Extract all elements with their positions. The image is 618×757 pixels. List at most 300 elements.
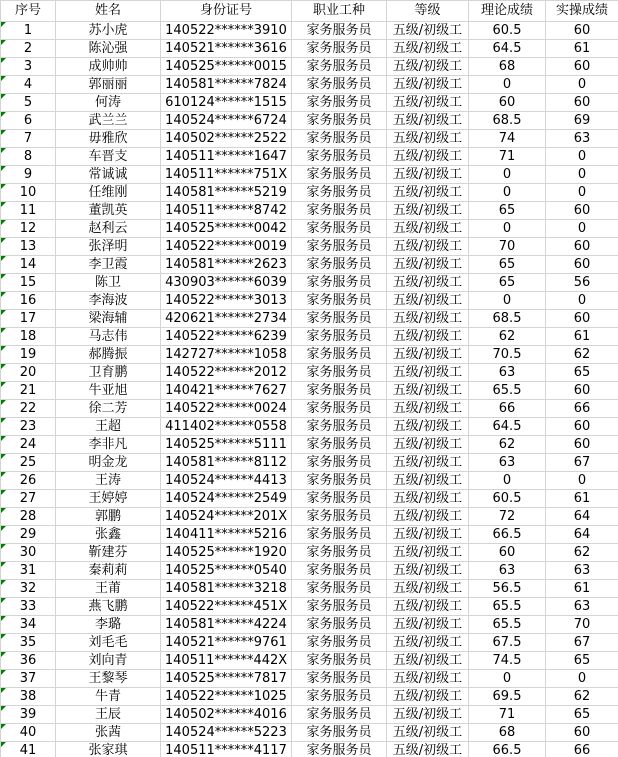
- cell-id[interactable]: [161, 670, 292, 688]
- cell-id[interactable]: [161, 40, 292, 58]
- cell-seq[interactable]: [1, 436, 56, 454]
- cell-seq[interactable]: [1, 184, 56, 202]
- cell-id[interactable]: [161, 562, 292, 580]
- cell-name[interactable]: [56, 274, 161, 292]
- cell-name[interactable]: [56, 400, 161, 418]
- cell-practical[interactable]: [546, 634, 618, 652]
- cell-level[interactable]: [387, 112, 469, 130]
- cell-practical[interactable]: [546, 724, 618, 742]
- cell-level[interactable]: [387, 508, 469, 526]
- cell-name[interactable]: [56, 598, 161, 616]
- cell-name[interactable]: [56, 634, 161, 652]
- cell-id[interactable]: [161, 652, 292, 670]
- cell-job[interactable]: [292, 490, 387, 508]
- cell-name[interactable]: [56, 148, 161, 166]
- cell-theory[interactable]: [469, 40, 546, 58]
- cell-theory[interactable]: [469, 292, 546, 310]
- cell-practical[interactable]: [546, 472, 618, 490]
- cell-level[interactable]: [387, 562, 469, 580]
- cell-practical[interactable]: [546, 544, 618, 562]
- cell-seq[interactable]: [1, 526, 56, 544]
- cell-practical[interactable]: [546, 436, 618, 454]
- cell-name[interactable]: [56, 292, 161, 310]
- cell-name[interactable]: [56, 562, 161, 580]
- cell-name[interactable]: [56, 616, 161, 634]
- cell-name[interactable]: [56, 508, 161, 526]
- cell-name[interactable]: [56, 526, 161, 544]
- cell-id[interactable]: [161, 112, 292, 130]
- cell-name[interactable]: [56, 238, 161, 256]
- cell-id[interactable]: [161, 58, 292, 76]
- cell-level[interactable]: [387, 580, 469, 598]
- cell-id[interactable]: [161, 238, 292, 256]
- cell-practical[interactable]: [546, 58, 618, 76]
- cell-id[interactable]: [161, 598, 292, 616]
- cell-theory[interactable]: [469, 688, 546, 706]
- cell-text: 61: [573, 581, 591, 596]
- cell-text: 五级/初级工: [392, 419, 463, 434]
- cell-job[interactable]: [292, 562, 387, 580]
- cell-theory[interactable]: [469, 652, 546, 670]
- cell-level[interactable]: [387, 490, 469, 508]
- cell-job[interactable]: [292, 364, 387, 382]
- cell-job[interactable]: [292, 418, 387, 436]
- cell-theory[interactable]: [469, 94, 546, 112]
- cell-job[interactable]: [292, 688, 387, 706]
- cell-id[interactable]: [161, 130, 292, 148]
- cell-job[interactable]: [292, 544, 387, 562]
- cell-level[interactable]: [387, 94, 469, 112]
- cell-job[interactable]: [292, 598, 387, 616]
- cell-name[interactable]: [56, 544, 161, 562]
- cell-practical[interactable]: [546, 256, 618, 274]
- cell-id[interactable]: [161, 724, 292, 742]
- cell-theory[interactable]: [469, 436, 546, 454]
- cell-theory[interactable]: [469, 22, 546, 40]
- cell-seq[interactable]: [1, 274, 56, 292]
- cell-practical[interactable]: [546, 328, 618, 346]
- cell-theory[interactable]: [469, 202, 546, 220]
- cell-practical[interactable]: [546, 76, 618, 94]
- cell-practical[interactable]: [546, 526, 618, 544]
- cell-name[interactable]: [56, 346, 161, 364]
- cell-practical[interactable]: [546, 94, 618, 112]
- cell-seq[interactable]: [1, 598, 56, 616]
- cell-level[interactable]: [387, 274, 469, 292]
- cell-id[interactable]: [161, 634, 292, 652]
- cell-id[interactable]: [161, 292, 292, 310]
- cell-name[interactable]: [56, 112, 161, 130]
- cell-practical[interactable]: [546, 400, 618, 418]
- cell-theory[interactable]: [469, 454, 546, 472]
- cell-job[interactable]: [292, 616, 387, 634]
- cell-theory[interactable]: [469, 76, 546, 94]
- cell-id[interactable]: [161, 184, 292, 202]
- cell-text: 7: [23, 131, 33, 146]
- cell-text: 60: [573, 239, 591, 254]
- cell-job[interactable]: [292, 346, 387, 364]
- cell-id[interactable]: [161, 418, 292, 436]
- cell-theory[interactable]: [469, 724, 546, 742]
- cell-seq[interactable]: [1, 166, 56, 184]
- header-id[interactable]: 身份证号: [161, 1, 292, 22]
- cell-practical[interactable]: [546, 202, 618, 220]
- cell-practical[interactable]: [546, 382, 618, 400]
- cell-practical[interactable]: [546, 598, 618, 616]
- cell-id[interactable]: [161, 742, 292, 757]
- cell-job[interactable]: [292, 58, 387, 76]
- cell-name[interactable]: [56, 76, 161, 94]
- cell-practical[interactable]: [546, 22, 618, 40]
- cell-name[interactable]: [56, 184, 161, 202]
- cell-id[interactable]: [161, 526, 292, 544]
- cell-name[interactable]: [56, 436, 161, 454]
- cell-seq[interactable]: [1, 364, 56, 382]
- cell-id[interactable]: [161, 202, 292, 220]
- cell-seq[interactable]: [1, 40, 56, 58]
- cell-seq[interactable]: [1, 706, 56, 724]
- cell-seq[interactable]: [1, 112, 56, 130]
- cell-practical[interactable]: [546, 166, 618, 184]
- cell-theory[interactable]: [469, 400, 546, 418]
- cell-practical[interactable]: [546, 490, 618, 508]
- cell-level[interactable]: [387, 616, 469, 634]
- cell-job[interactable]: [292, 112, 387, 130]
- cell-practical[interactable]: [546, 310, 618, 328]
- cell-id[interactable]: [161, 544, 292, 562]
- cell-name[interactable]: [56, 454, 161, 472]
- cell-name[interactable]: [56, 724, 161, 742]
- cell-level[interactable]: [387, 706, 469, 724]
- cell-theory[interactable]: [469, 670, 546, 688]
- cell-practical[interactable]: [546, 346, 618, 364]
- cell-name[interactable]: [56, 688, 161, 706]
- cell-theory[interactable]: [469, 490, 546, 508]
- cell-seq[interactable]: [1, 634, 56, 652]
- cell-seq[interactable]: [1, 670, 56, 688]
- cell-theory[interactable]: [469, 328, 546, 346]
- cell-job[interactable]: [292, 94, 387, 112]
- cell-id[interactable]: [161, 490, 292, 508]
- cell-id[interactable]: [161, 382, 292, 400]
- cell-job[interactable]: [292, 580, 387, 598]
- cell-level[interactable]: [387, 382, 469, 400]
- cell-theory[interactable]: [469, 184, 546, 202]
- cell-theory[interactable]: [469, 544, 546, 562]
- cell-job[interactable]: [292, 40, 387, 58]
- cell-name[interactable]: [56, 328, 161, 346]
- cell-name[interactable]: [56, 652, 161, 670]
- cell-seq[interactable]: [1, 724, 56, 742]
- cell-id[interactable]: [161, 706, 292, 724]
- cell-seq[interactable]: [1, 310, 56, 328]
- cell-level[interactable]: [387, 220, 469, 238]
- cell-job[interactable]: [292, 526, 387, 544]
- cell-seq[interactable]: [1, 688, 56, 706]
- cell-name[interactable]: [56, 220, 161, 238]
- cell-name[interactable]: [56, 490, 161, 508]
- cell-level[interactable]: [387, 436, 469, 454]
- cell-theory[interactable]: [469, 238, 546, 256]
- cell-id[interactable]: [161, 454, 292, 472]
- cell-job[interactable]: [292, 400, 387, 418]
- cell-id[interactable]: [161, 274, 292, 292]
- cell-practical[interactable]: [546, 184, 618, 202]
- cell-practical[interactable]: [546, 706, 618, 724]
- cell-seq[interactable]: [1, 652, 56, 670]
- cell-theory[interactable]: [469, 472, 546, 490]
- cell-id[interactable]: [161, 76, 292, 94]
- cell-level[interactable]: [387, 58, 469, 76]
- cell-level[interactable]: [387, 472, 469, 490]
- cell-practical[interactable]: [546, 616, 618, 634]
- cell-job[interactable]: [292, 184, 387, 202]
- cell-seq[interactable]: [1, 472, 56, 490]
- cell-seq[interactable]: [1, 580, 56, 598]
- cell-job[interactable]: [292, 706, 387, 724]
- cell-job[interactable]: [292, 220, 387, 238]
- cell-seq[interactable]: [1, 454, 56, 472]
- cell-theory[interactable]: [469, 364, 546, 382]
- cell-job[interactable]: [292, 256, 387, 274]
- cell-id[interactable]: [161, 328, 292, 346]
- cell-seq[interactable]: [1, 490, 56, 508]
- cell-id[interactable]: [161, 472, 292, 490]
- cell-theory[interactable]: [469, 706, 546, 724]
- cell-level[interactable]: [387, 364, 469, 382]
- cell-level[interactable]: [387, 148, 469, 166]
- cell-id[interactable]: [161, 94, 292, 112]
- cell-practical[interactable]: [546, 580, 618, 598]
- header-level[interactable]: 等级: [387, 1, 469, 22]
- cell-theory[interactable]: [469, 130, 546, 148]
- cell-practical[interactable]: [546, 292, 618, 310]
- cell-name[interactable]: [56, 706, 161, 724]
- cell-level[interactable]: [387, 724, 469, 742]
- cell-practical[interactable]: [546, 148, 618, 166]
- cell-job[interactable]: [292, 472, 387, 490]
- cell-theory[interactable]: [469, 346, 546, 364]
- cell-seq[interactable]: [1, 238, 56, 256]
- cell-job[interactable]: [292, 724, 387, 742]
- cell-level[interactable]: [387, 256, 469, 274]
- cell-id[interactable]: [161, 688, 292, 706]
- cell-job[interactable]: [292, 166, 387, 184]
- cell-level[interactable]: [387, 526, 469, 544]
- cell-job[interactable]: [292, 292, 387, 310]
- cell-seq[interactable]: [1, 220, 56, 238]
- cell-level[interactable]: [387, 400, 469, 418]
- cell-seq[interactable]: [1, 400, 56, 418]
- cell-practical[interactable]: [546, 418, 618, 436]
- cell-job[interactable]: [292, 130, 387, 148]
- cell-practical[interactable]: [546, 130, 618, 148]
- cell-id[interactable]: [161, 508, 292, 526]
- cell-seq[interactable]: [1, 256, 56, 274]
- cell-level[interactable]: [387, 634, 469, 652]
- cell-level[interactable]: [387, 238, 469, 256]
- cell-job[interactable]: [292, 508, 387, 526]
- cell-name[interactable]: [56, 472, 161, 490]
- cell-seq[interactable]: [1, 130, 56, 148]
- cell-practical[interactable]: [546, 562, 618, 580]
- cell-practical[interactable]: [546, 274, 618, 292]
- cell-seq[interactable]: [1, 508, 56, 526]
- cell-theory[interactable]: [469, 418, 546, 436]
- cell-seq[interactable]: [1, 562, 56, 580]
- cell-seq[interactable]: [1, 382, 56, 400]
- cell-id[interactable]: [161, 580, 292, 598]
- cell-practical[interactable]: [546, 670, 618, 688]
- cell-name[interactable]: [56, 166, 161, 184]
- cell-level[interactable]: [387, 544, 469, 562]
- cell-job[interactable]: [292, 148, 387, 166]
- cell-job[interactable]: [292, 436, 387, 454]
- cell-practical[interactable]: [546, 238, 618, 256]
- cell-practical[interactable]: [546, 364, 618, 382]
- cell-job[interactable]: [292, 382, 387, 400]
- cell-level[interactable]: [387, 184, 469, 202]
- cell-name[interactable]: [56, 40, 161, 58]
- cell-theory[interactable]: [469, 526, 546, 544]
- cell-id[interactable]: [161, 364, 292, 382]
- cell-seq[interactable]: [1, 418, 56, 436]
- cell-practical[interactable]: [546, 40, 618, 58]
- cell-job[interactable]: [292, 22, 387, 40]
- cell-job[interactable]: [292, 742, 387, 757]
- cell-job[interactable]: [292, 310, 387, 328]
- cell-text: 68.5: [492, 113, 522, 128]
- cell-level[interactable]: [387, 454, 469, 472]
- cell-level[interactable]: [387, 292, 469, 310]
- cell-theory[interactable]: [469, 58, 546, 76]
- cell-theory[interactable]: [469, 166, 546, 184]
- cell-level[interactable]: [387, 328, 469, 346]
- cell-name[interactable]: [56, 22, 161, 40]
- cell-level[interactable]: [387, 742, 469, 757]
- cell-name[interactable]: [56, 742, 161, 757]
- cell-level[interactable]: [387, 598, 469, 616]
- cell-practical[interactable]: [546, 508, 618, 526]
- cell-job[interactable]: [292, 328, 387, 346]
- cell-practical[interactable]: [546, 220, 618, 238]
- cell-theory[interactable]: [469, 112, 546, 130]
- cell-practical[interactable]: [546, 652, 618, 670]
- cell-name[interactable]: [56, 670, 161, 688]
- cell-seq[interactable]: [1, 148, 56, 166]
- cell-id[interactable]: [161, 436, 292, 454]
- cell-level[interactable]: [387, 202, 469, 220]
- cell-theory[interactable]: [469, 598, 546, 616]
- cell-name[interactable]: [56, 310, 161, 328]
- cell-level[interactable]: [387, 76, 469, 94]
- cell-id[interactable]: [161, 148, 292, 166]
- cell-name[interactable]: [56, 130, 161, 148]
- cell-seq[interactable]: [1, 22, 56, 40]
- cell-id[interactable]: [161, 400, 292, 418]
- cell-id[interactable]: [161, 166, 292, 184]
- cell-text: 0: [502, 167, 512, 182]
- cell-theory[interactable]: [469, 148, 546, 166]
- cell-level[interactable]: [387, 688, 469, 706]
- cell-seq[interactable]: [1, 58, 56, 76]
- cell-job[interactable]: [292, 634, 387, 652]
- header-seq[interactable]: 序号: [1, 1, 56, 22]
- cell-level[interactable]: [387, 670, 469, 688]
- cell-job[interactable]: [292, 238, 387, 256]
- cell-level[interactable]: [387, 310, 469, 328]
- cell-seq[interactable]: [1, 346, 56, 364]
- cell-seq[interactable]: [1, 544, 56, 562]
- cell-theory[interactable]: [469, 634, 546, 652]
- cell-theory[interactable]: [469, 382, 546, 400]
- cell-practical[interactable]: [546, 688, 618, 706]
- cell-theory[interactable]: [469, 508, 546, 526]
- header-job[interactable]: 职业工种: [292, 1, 387, 22]
- cell-job[interactable]: [292, 76, 387, 94]
- cell-seq[interactable]: [1, 742, 56, 757]
- cell-seq[interactable]: [1, 292, 56, 310]
- cell-name[interactable]: [56, 382, 161, 400]
- cell-job[interactable]: [292, 274, 387, 292]
- cell-job[interactable]: [292, 202, 387, 220]
- cell-level[interactable]: [387, 418, 469, 436]
- cell-theory[interactable]: [469, 616, 546, 634]
- cell-level[interactable]: [387, 130, 469, 148]
- cell-name[interactable]: [56, 202, 161, 220]
- cell-practical[interactable]: [546, 112, 618, 130]
- cell-practical[interactable]: [546, 742, 618, 757]
- header-name[interactable]: 姓名: [56, 1, 161, 22]
- cell-name[interactable]: [56, 256, 161, 274]
- cell-theory[interactable]: [469, 580, 546, 598]
- cell-name[interactable]: [56, 418, 161, 436]
- cell-level[interactable]: [387, 40, 469, 58]
- cell-seq[interactable]: [1, 202, 56, 220]
- cell-id[interactable]: [161, 220, 292, 238]
- cell-name[interactable]: [56, 94, 161, 112]
- cell-id[interactable]: [161, 256, 292, 274]
- header-practical[interactable]: 实操成绩: [546, 1, 618, 22]
- cell-practical[interactable]: [546, 454, 618, 472]
- cell-seq[interactable]: [1, 94, 56, 112]
- cell-level[interactable]: [387, 652, 469, 670]
- cell-job[interactable]: [292, 652, 387, 670]
- cell-id[interactable]: [161, 346, 292, 364]
- cell-theory[interactable]: [469, 562, 546, 580]
- cell-theory[interactable]: [469, 220, 546, 238]
- cell-job[interactable]: [292, 670, 387, 688]
- cell-level[interactable]: [387, 346, 469, 364]
- cell-id[interactable]: [161, 616, 292, 634]
- cell-theory[interactable]: [469, 310, 546, 328]
- cell-theory[interactable]: [469, 256, 546, 274]
- cell-theory[interactable]: [469, 274, 546, 292]
- cell-theory[interactable]: [469, 742, 546, 757]
- cell-job[interactable]: [292, 454, 387, 472]
- cell-name[interactable]: [56, 58, 161, 76]
- cell-level[interactable]: [387, 22, 469, 40]
- cell-id[interactable]: [161, 22, 292, 40]
- cell-name[interactable]: [56, 580, 161, 598]
- cell-seq[interactable]: [1, 616, 56, 634]
- cell-id[interactable]: [161, 310, 292, 328]
- cell-seq[interactable]: [1, 76, 56, 94]
- cell-name[interactable]: [56, 364, 161, 382]
- header-theory[interactable]: 理论成绩: [469, 1, 546, 22]
- cell-seq[interactable]: [1, 328, 56, 346]
- cell-level[interactable]: [387, 166, 469, 184]
